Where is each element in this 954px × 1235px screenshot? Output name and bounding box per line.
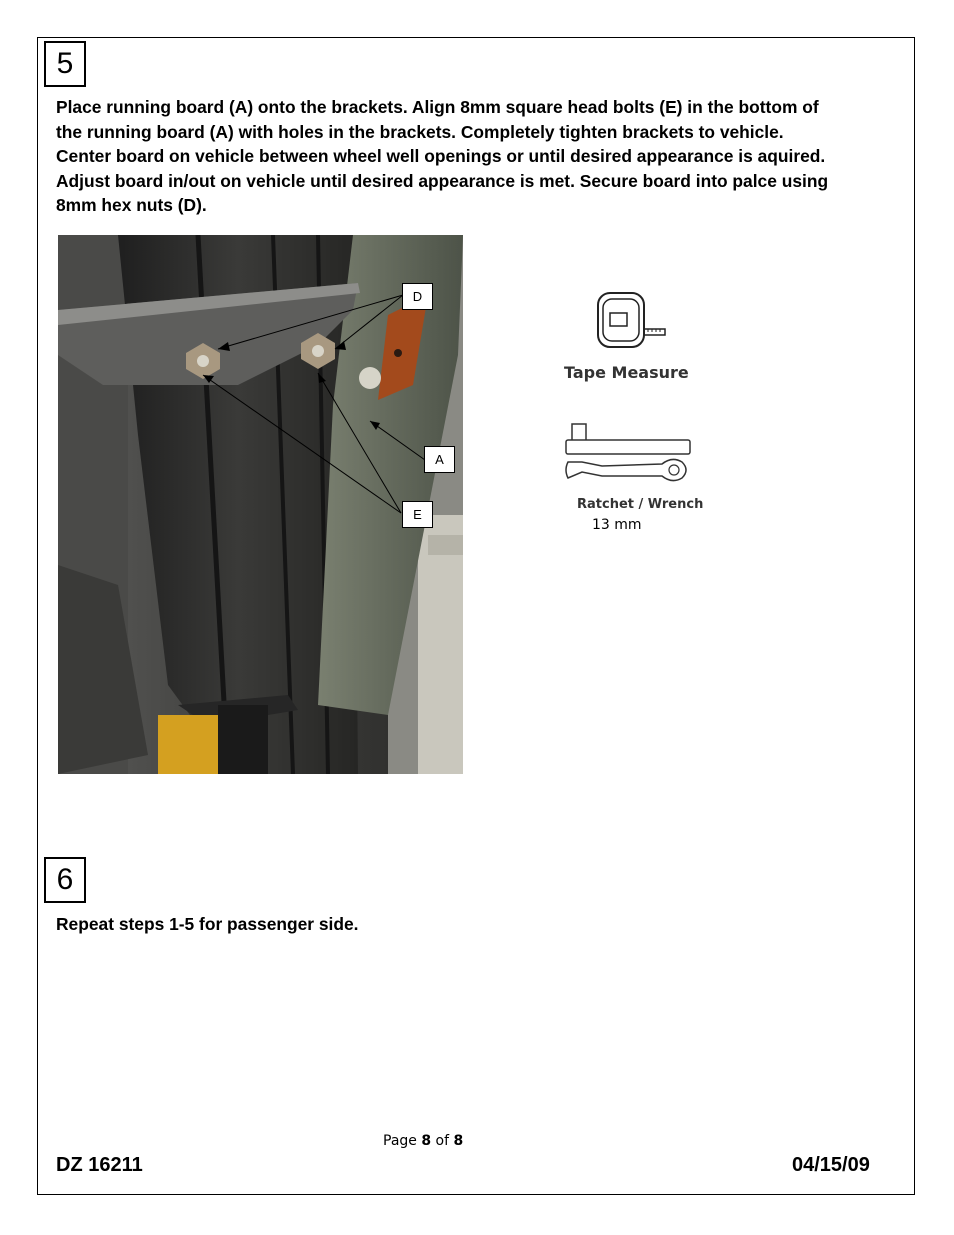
ratchet-wrench-label: Ratchet / Wrench [577,497,704,512]
step-6-number: 6 [44,857,86,903]
page-number [383,1133,463,1149]
instruction-line: the running board (A) with holes in the brackets. Completely tighten brackets to vehicle. [56,121,784,142]
document-date: 04/15/09 [792,1154,870,1176]
step-5-instructions [56,95,828,218]
instruction-line: Center board on vehicle between wheel well openings or until desired appearance is aquired. [56,146,826,167]
page-current: 8 [421,1133,432,1149]
page-total: 8 [453,1133,464,1149]
page-of: of [431,1133,454,1149]
instruction-line: Adjust board in/out on vehicle until desired appearance is met. Secure board into palce using [56,170,829,191]
instruction-line: Place running board (A) onto the brackets. Align 8mm square head bolts (E) in the bottom of [56,97,819,117]
step-6-instructions: Repeat steps 1-5 for passenger side. [56,914,359,934]
callout-a: A [424,446,455,473]
document-id: DZ 16211 [56,1154,143,1176]
ratchet-size-label: 13 mm [592,517,642,533]
tape-measure-label: Tape Measure [564,363,689,382]
callout-e: E [402,501,433,528]
callout-d: D [402,283,433,310]
ratchet-wrench-icon [562,422,694,499]
step-5-number: 5 [44,41,86,87]
tape-measure-icon [594,288,668,357]
page-prefix: Page [383,1133,422,1149]
instruction-line: 8mm hex nuts (D). [56,195,207,216]
